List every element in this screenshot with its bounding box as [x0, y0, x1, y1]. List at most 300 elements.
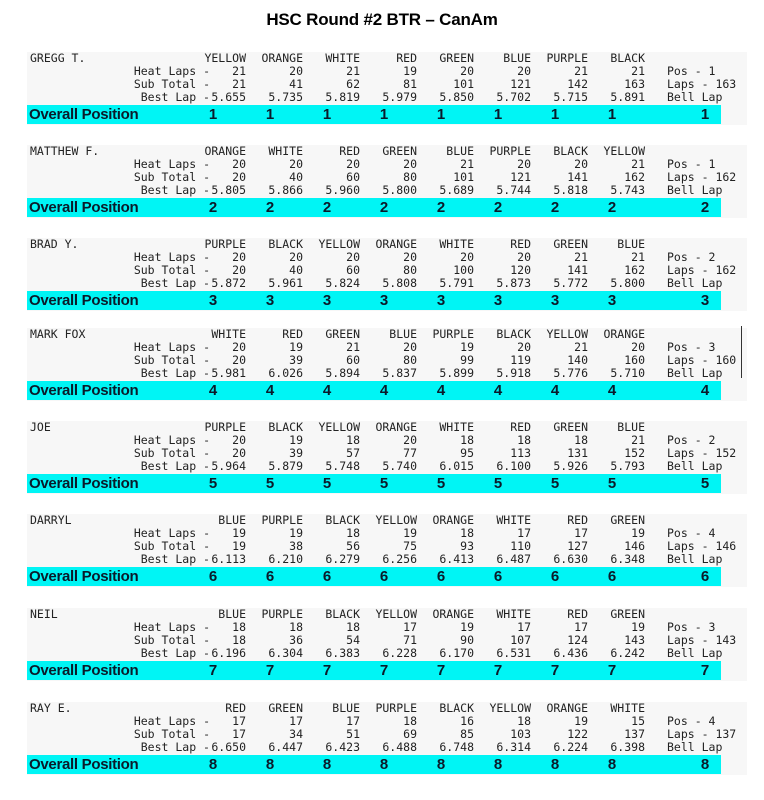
- sub-total-cell: 100: [453, 263, 474, 277]
- best-lap-cell: 5.800: [610, 276, 645, 290]
- color-header: WHITE: [211, 327, 246, 341]
- overall-position-cell: 7: [607, 662, 617, 679]
- sub-total-cell: 18: [232, 633, 246, 647]
- best-lap-cell: 5.689: [439, 183, 474, 197]
- sub-total-cell: 121: [510, 77, 531, 91]
- color-header: ORANGE: [546, 701, 588, 715]
- color-header: BLACK: [610, 51, 645, 65]
- best-lap-cell: 5.918: [496, 366, 531, 380]
- overall-position-cell: 5: [436, 475, 446, 492]
- overall-position-label: Overall Position: [29, 756, 139, 773]
- heat-laps-cell: 21: [631, 250, 645, 264]
- best-lap-cell: 6.170: [439, 646, 474, 660]
- final-position: 2: [700, 199, 710, 216]
- color-header: BLUE: [218, 607, 246, 621]
- overall-position-cell: 1: [493, 106, 503, 123]
- overall-position-cell: 5: [550, 475, 560, 492]
- best-lap-cell: 5.961: [268, 276, 303, 290]
- sub-total-cell: 162: [624, 263, 645, 277]
- heat-laps-cell: 20: [517, 157, 531, 171]
- best-lap-cell: 5.800: [382, 183, 417, 197]
- bell-lap-label: Bell Lap: [667, 740, 723, 754]
- overall-position-bar: [27, 474, 721, 493]
- sub-total-cell: 160: [624, 353, 645, 367]
- overall-position-cell: 7: [493, 662, 503, 679]
- laps-label: Laps - 152: [667, 446, 737, 460]
- overall-position-cell: 5: [379, 475, 389, 492]
- sub-total-cell: 54: [346, 633, 360, 647]
- overall-position-cell: 3: [607, 292, 617, 309]
- color-header: RED: [339, 144, 360, 158]
- sub-total-cell: 141: [567, 263, 588, 277]
- best-lap-cell: 5.891: [610, 90, 645, 104]
- color-header: WHITE: [325, 51, 360, 65]
- color-header: BLUE: [503, 51, 531, 65]
- heat-laps-cell: 20: [403, 340, 417, 354]
- best-lap-cell: 6.650: [211, 740, 246, 754]
- row-label: Sub Total -: [133, 446, 210, 460]
- final-position: 3: [700, 292, 710, 309]
- best-lap-cell: 5.926: [553, 459, 588, 473]
- heat-laps-cell: 18: [346, 433, 360, 447]
- sub-total-cell: 121: [510, 170, 531, 184]
- best-lap-cell: 5.873: [496, 276, 531, 290]
- driver-block: [0, 145, 764, 240]
- row-label: Sub Total -: [133, 263, 210, 277]
- row-label: Best Lap -: [140, 459, 210, 473]
- overall-position-cell: 8: [436, 756, 446, 773]
- color-header: PURPLE: [204, 420, 246, 434]
- overall-position-cell: 3: [265, 292, 275, 309]
- best-lap-cell: 5.776: [553, 366, 588, 380]
- best-lap-cell: 5.899: [439, 366, 474, 380]
- overall-position-cell: 3: [493, 292, 503, 309]
- sub-total-cell: 99: [460, 353, 474, 367]
- row-label: Sub Total -: [133, 170, 210, 184]
- heat-laps-cell: 21: [631, 433, 645, 447]
- color-header: PURPLE: [261, 513, 303, 527]
- final-position: 7: [700, 662, 710, 679]
- overall-position-cell: 1: [379, 106, 389, 123]
- best-lap-cell: 5.744: [496, 183, 531, 197]
- best-lap-cell: 5.960: [325, 183, 360, 197]
- best-lap-cell: 5.981: [211, 366, 246, 380]
- color-header: PURPLE: [204, 237, 246, 251]
- best-lap-cell: 5.819: [325, 90, 360, 104]
- sub-total-cell: 21: [232, 77, 246, 91]
- overall-position-cell: 4: [607, 382, 617, 399]
- color-header: BLACK: [439, 701, 474, 715]
- bell-lap-label: Bell Lap: [667, 552, 723, 566]
- sub-total-cell: 143: [624, 633, 645, 647]
- bell-lap-label: Bell Lap: [667, 459, 723, 473]
- row-label: Heat Laps -: [133, 714, 210, 728]
- heat-laps-cell: 20: [517, 64, 531, 78]
- overall-position-cell: 2: [265, 199, 275, 216]
- sub-total-cell: 127: [567, 539, 588, 553]
- sub-total-cell: 131: [567, 446, 588, 460]
- overall-position-cell: 3: [208, 292, 218, 309]
- heat-laps-cell: 19: [289, 526, 303, 540]
- heat-laps-cell: 21: [232, 64, 246, 78]
- driver-name: MARK FOX: [30, 327, 86, 341]
- overall-position-cell: 6: [265, 568, 275, 585]
- color-header: GREEN: [325, 327, 360, 341]
- overall-position-cell: 1: [322, 106, 332, 123]
- color-header: RED: [225, 701, 246, 715]
- best-lap-cell: 6.487: [496, 552, 531, 566]
- sub-total-cell: 113: [510, 446, 531, 460]
- heat-laps-cell: 20: [631, 340, 645, 354]
- driver-name: GREGG T.: [30, 51, 86, 65]
- row-label: Best Lap -: [140, 366, 210, 380]
- best-lap-cell: 5.979: [382, 90, 417, 104]
- color-header: PURPLE: [261, 607, 303, 621]
- overall-position-cell: 2: [436, 199, 446, 216]
- pos-label: Pos - 3: [667, 620, 716, 634]
- heat-laps-cell: 19: [631, 620, 645, 634]
- color-header: ORANGE: [261, 51, 303, 65]
- sub-total-cell: 152: [624, 446, 645, 460]
- overall-position-cell: 7: [322, 662, 332, 679]
- sub-total-cell: 140: [567, 353, 588, 367]
- best-lap-cell: 5.715: [553, 90, 588, 104]
- best-lap-cell: 5.879: [268, 459, 303, 473]
- color-header: YELLOW: [318, 237, 360, 251]
- sub-total-cell: 107: [510, 633, 531, 647]
- sub-total-cell: 40: [289, 170, 303, 184]
- overall-position-bar: [27, 291, 721, 310]
- pos-label: Pos - 1: [667, 157, 716, 171]
- color-header: WHITE: [439, 420, 474, 434]
- color-header: BLACK: [268, 420, 303, 434]
- driver-name: RAY E.: [30, 701, 72, 715]
- pos-label: Pos - 3: [667, 340, 716, 354]
- sub-total-cell: 103: [510, 727, 531, 741]
- row-label: Heat Laps -: [133, 64, 210, 78]
- heat-laps-cell: 18: [346, 526, 360, 540]
- sub-total-cell: 20: [232, 263, 246, 277]
- heat-laps-cell: 21: [631, 64, 645, 78]
- overall-position-label: Overall Position: [29, 382, 139, 399]
- row-label: Sub Total -: [133, 77, 210, 91]
- color-header: GREEN: [610, 607, 645, 621]
- heat-laps-cell: 19: [574, 714, 588, 728]
- laps-label: Laps - 162: [667, 263, 737, 277]
- driver-block: [0, 421, 764, 516]
- color-header: RED: [510, 237, 531, 251]
- overall-position-cell: 6: [379, 568, 389, 585]
- laps-label: Laps - 137: [667, 727, 737, 741]
- best-lap-row: [27, 460, 764, 473]
- best-lap-cell: 5.748: [325, 459, 360, 473]
- color-header: YELLOW: [204, 51, 246, 65]
- best-lap-cell: 5.772: [553, 276, 588, 290]
- color-header: WHITE: [496, 513, 531, 527]
- heat-laps-cell: 17: [289, 714, 303, 728]
- sub-total-cell: 146: [624, 539, 645, 553]
- best-lap-row: [27, 553, 764, 566]
- heat-laps-cell: 16: [460, 714, 474, 728]
- heat-laps-cell: 17: [574, 620, 588, 634]
- heat-laps-cell: 21: [346, 64, 360, 78]
- scan-artifact-line: [741, 326, 742, 378]
- color-header: YELLOW: [489, 701, 531, 715]
- sub-total-cell: 124: [567, 633, 588, 647]
- best-lap-cell: 6.447: [268, 740, 303, 754]
- heat-laps-cell: 20: [232, 340, 246, 354]
- sub-total-cell: 80: [403, 353, 417, 367]
- sub-total-cell: 90: [460, 633, 474, 647]
- heat-laps-cell: 18: [460, 526, 474, 540]
- row-label: Best Lap -: [140, 646, 210, 660]
- heat-laps-cell: 20: [289, 157, 303, 171]
- sub-total-cell: 39: [289, 446, 303, 460]
- sub-total-cell: 60: [346, 353, 360, 367]
- overall-position-cell: 4: [379, 382, 389, 399]
- color-header: WHITE: [268, 144, 303, 158]
- color-header: BLUE: [617, 237, 645, 251]
- overall-position-cell: 2: [322, 199, 332, 216]
- sub-total-cell: 75: [403, 539, 417, 553]
- sub-total-cell: 20: [232, 446, 246, 460]
- row-label: Best Lap -: [140, 552, 210, 566]
- sub-total-cell: 163: [624, 77, 645, 91]
- sub-total-cell: 56: [346, 539, 360, 553]
- sub-total-cell: 95: [460, 446, 474, 460]
- best-lap-cell: 6.256: [382, 552, 417, 566]
- heat-laps-cell: 19: [631, 526, 645, 540]
- overall-position-cell: 8: [493, 756, 503, 773]
- color-header: YELLOW: [603, 144, 645, 158]
- color-header: WHITE: [439, 237, 474, 251]
- best-lap-cell: 5.735: [268, 90, 303, 104]
- best-lap-cell: 6.488: [382, 740, 417, 754]
- color-header: BLACK: [496, 327, 531, 341]
- driver-block: [0, 238, 764, 333]
- overall-position-cell: 2: [493, 199, 503, 216]
- row-label: Heat Laps -: [133, 526, 210, 540]
- color-header: ORANGE: [375, 420, 417, 434]
- overall-position-cell: 3: [322, 292, 332, 309]
- heat-laps-cell: 18: [517, 433, 531, 447]
- color-header: BLACK: [268, 237, 303, 251]
- color-header: BLUE: [446, 144, 474, 158]
- row-label: Sub Total -: [133, 353, 210, 367]
- sub-total-cell: 101: [453, 77, 474, 91]
- overall-position-cell: 4: [322, 382, 332, 399]
- color-header: GREEN: [382, 144, 417, 158]
- heat-laps-cell: 20: [517, 250, 531, 264]
- heat-laps-cell: 18: [232, 620, 246, 634]
- row-label: Best Lap -: [140, 90, 210, 104]
- heat-laps-cell: 21: [346, 340, 360, 354]
- heat-laps-cell: 20: [517, 340, 531, 354]
- sub-total-cell: 19: [232, 539, 246, 553]
- best-lap-cell: 6.224: [553, 740, 588, 754]
- heat-laps-cell: 17: [517, 620, 531, 634]
- heat-laps-cell: 19: [403, 64, 417, 78]
- best-lap-cell: 5.824: [325, 276, 360, 290]
- overall-position-cell: 6: [436, 568, 446, 585]
- heat-laps-cell: 18: [574, 433, 588, 447]
- color-header: BLUE: [389, 327, 417, 341]
- best-lap-cell: 6.026: [268, 366, 303, 380]
- sub-total-cell: 162: [624, 170, 645, 184]
- final-position: 8: [700, 756, 710, 773]
- color-header: BLACK: [325, 607, 360, 621]
- best-lap-row: [27, 647, 764, 660]
- sub-total-cell: 122: [567, 727, 588, 741]
- heat-laps-cell: 20: [403, 433, 417, 447]
- overall-position-cell: 1: [436, 106, 446, 123]
- best-lap-row: [27, 184, 764, 197]
- best-lap-cell: 5.837: [382, 366, 417, 380]
- sub-total-cell: 110: [510, 539, 531, 553]
- overall-position-cell: 6: [322, 568, 332, 585]
- best-lap-cell: 5.702: [496, 90, 531, 104]
- color-header: RED: [510, 420, 531, 434]
- heat-laps-cell: 19: [403, 526, 417, 540]
- sub-total-cell: 85: [460, 727, 474, 741]
- laps-label: Laps - 143: [667, 633, 737, 647]
- overall-position-bar: [27, 567, 721, 586]
- overall-position-cell: 2: [550, 199, 560, 216]
- row-label: Heat Laps -: [133, 157, 210, 171]
- driver-block: [0, 608, 764, 703]
- heat-laps-cell: 20: [460, 250, 474, 264]
- best-lap-cell: 6.748: [439, 740, 474, 754]
- row-label: Sub Total -: [133, 633, 210, 647]
- best-lap-cell: 5.872: [211, 276, 246, 290]
- sub-total-cell: 141: [567, 170, 588, 184]
- best-lap-row: [27, 367, 764, 380]
- overall-position-cell: 5: [607, 475, 617, 492]
- pos-label: Pos - 4: [667, 714, 716, 728]
- sub-total-cell: 93: [460, 539, 474, 553]
- sub-total-cell: 77: [403, 446, 417, 460]
- best-lap-cell: 6.279: [325, 552, 360, 566]
- sub-total-cell: 40: [289, 263, 303, 277]
- sub-total-cell: 20: [232, 170, 246, 184]
- overall-position-cell: 8: [607, 756, 617, 773]
- heat-laps-cell: 19: [289, 340, 303, 354]
- sub-total-cell: 41: [289, 77, 303, 91]
- color-header: RED: [567, 513, 588, 527]
- final-position: 6: [700, 568, 710, 585]
- overall-position-cell: 5: [322, 475, 332, 492]
- row-label: Best Lap -: [140, 276, 210, 290]
- sub-total-cell: 39: [289, 353, 303, 367]
- row-label: Heat Laps -: [133, 620, 210, 634]
- overall-position-cell: 2: [607, 199, 617, 216]
- overall-position-cell: 3: [379, 292, 389, 309]
- best-lap-cell: 6.436: [553, 646, 588, 660]
- heat-laps-cell: 17: [574, 526, 588, 540]
- overall-position-cell: 3: [436, 292, 446, 309]
- sub-total-cell: 57: [346, 446, 360, 460]
- color-header: BLUE: [617, 420, 645, 434]
- best-lap-cell: 5.791: [439, 276, 474, 290]
- overall-position-cell: 4: [265, 382, 275, 399]
- bell-lap-label: Bell Lap: [667, 90, 723, 104]
- overall-position-cell: 1: [607, 106, 617, 123]
- best-lap-row: [27, 277, 764, 290]
- heat-laps-cell: 19: [232, 526, 246, 540]
- row-label: Heat Laps -: [133, 433, 210, 447]
- driver-name: DARRYL: [30, 513, 72, 527]
- overall-position-cell: 8: [208, 756, 218, 773]
- heat-laps-cell: 17: [517, 526, 531, 540]
- color-header: PURPLE: [546, 51, 588, 65]
- overall-position-cell: 3: [550, 292, 560, 309]
- color-header: ORANGE: [375, 237, 417, 251]
- color-header: GREEN: [439, 51, 474, 65]
- color-header: ORANGE: [603, 327, 645, 341]
- heat-laps-cell: 20: [232, 157, 246, 171]
- row-label: Sub Total -: [133, 539, 210, 553]
- sub-total-cell: 20: [232, 353, 246, 367]
- bell-lap-label: Bell Lap: [667, 276, 723, 290]
- driver-name: MATTHEW F.: [30, 144, 100, 158]
- best-lap-row: [27, 741, 764, 754]
- overall-position-cell: 7: [208, 662, 218, 679]
- driver-block: [0, 328, 764, 423]
- final-position: 4: [700, 382, 710, 399]
- sub-total-cell: 80: [403, 263, 417, 277]
- heat-laps-cell: 21: [631, 157, 645, 171]
- overall-position-cell: 6: [607, 568, 617, 585]
- sub-total-cell: 60: [346, 263, 360, 277]
- sub-total-cell: 60: [346, 170, 360, 184]
- best-lap-cell: 5.710: [610, 366, 645, 380]
- row-label: Heat Laps -: [133, 250, 210, 264]
- laps-label: Laps - 163: [667, 77, 737, 91]
- best-lap-cell: 6.630: [553, 552, 588, 566]
- bell-lap-label: Bell Lap: [667, 366, 723, 380]
- overall-position-cell: 2: [208, 199, 218, 216]
- best-lap-cell: 6.015: [439, 459, 474, 473]
- overall-position-cell: 1: [208, 106, 218, 123]
- color-header: BLUE: [218, 513, 246, 527]
- heat-laps-cell: 18: [289, 620, 303, 634]
- heat-laps-cell: 17: [232, 714, 246, 728]
- heat-laps-cell: 20: [346, 157, 360, 171]
- color-header: RED: [396, 51, 417, 65]
- best-lap-row: [27, 91, 764, 104]
- sub-total-cell: 62: [346, 77, 360, 91]
- sub-total-cell: 69: [403, 727, 417, 741]
- color-header: YELLOW: [546, 327, 588, 341]
- color-header: RED: [567, 607, 588, 621]
- sub-total-cell: 81: [403, 77, 417, 91]
- driver-name: NEIL: [30, 607, 58, 621]
- color-header: WHITE: [496, 607, 531, 621]
- color-header: GREEN: [268, 701, 303, 715]
- heat-laps-cell: 15: [631, 714, 645, 728]
- bell-lap-label: Bell Lap: [667, 183, 723, 197]
- best-lap-cell: 6.398: [610, 740, 645, 754]
- overall-position-label: Overall Position: [29, 292, 139, 309]
- overall-position-label: Overall Position: [29, 106, 139, 123]
- sub-total-cell: 71: [403, 633, 417, 647]
- overall-position-cell: 8: [379, 756, 389, 773]
- pos-label: Pos - 2: [667, 250, 716, 264]
- row-label: Heat Laps -: [133, 340, 210, 354]
- heat-laps-cell: 20: [232, 433, 246, 447]
- overall-position-cell: 6: [208, 568, 218, 585]
- heat-laps-cell: 20: [403, 157, 417, 171]
